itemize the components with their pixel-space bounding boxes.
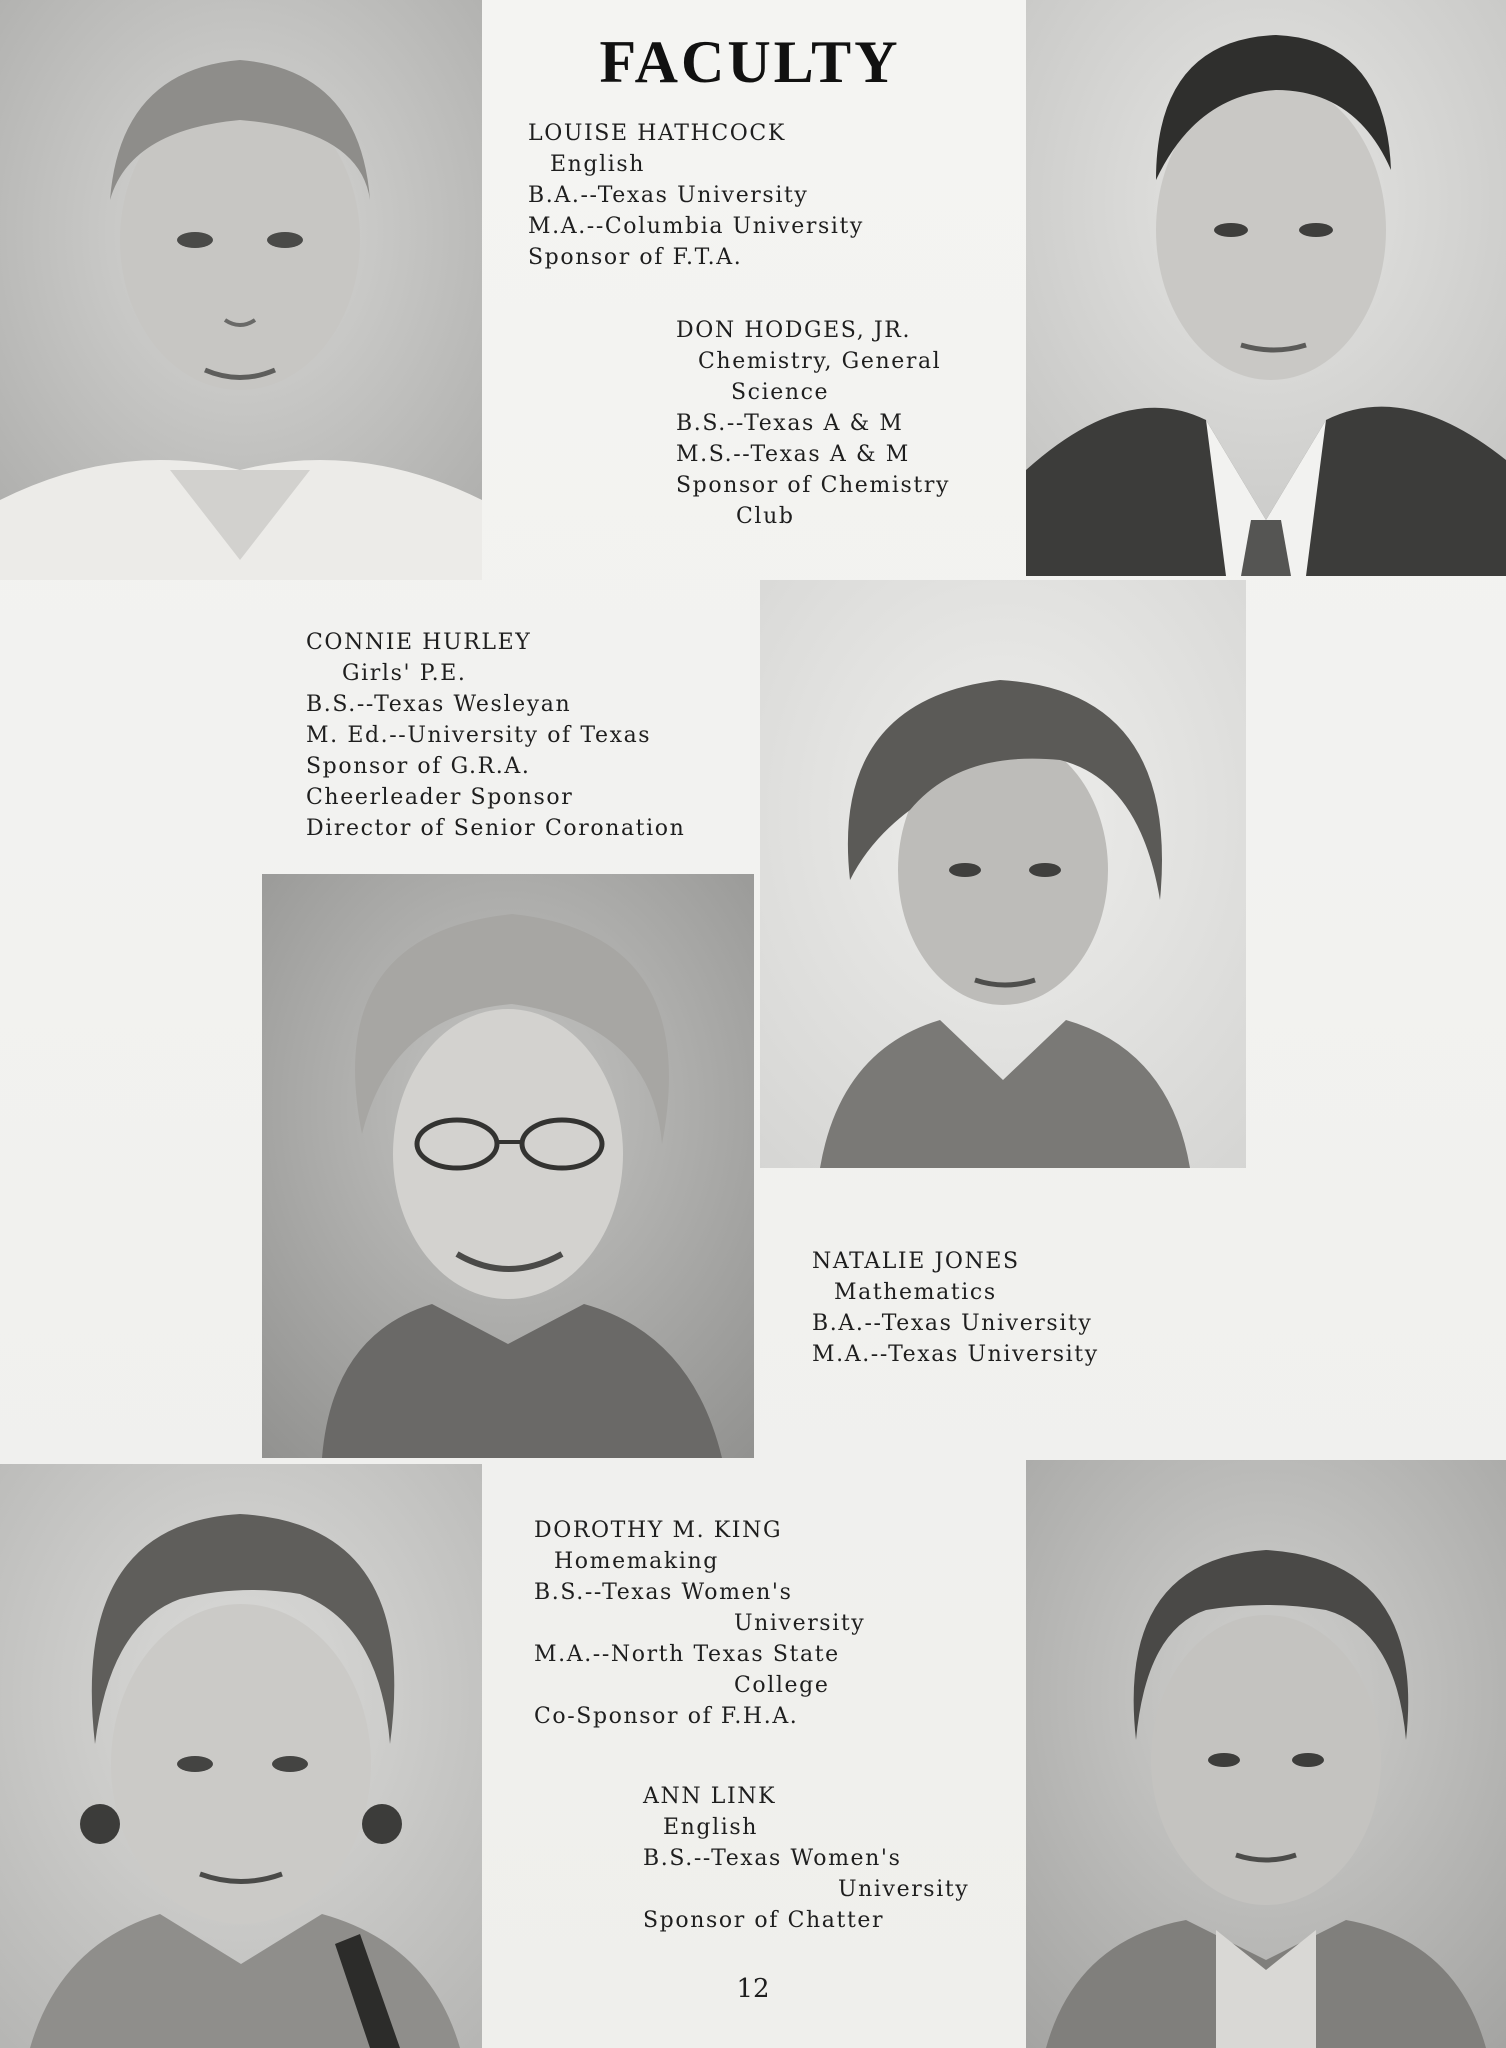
faculty-degree: University <box>734 1611 866 1636</box>
faculty-degree: B.A.--Texas University <box>812 1311 1093 1336</box>
portrait-photo-hathcock <box>0 0 482 580</box>
faculty-degree: B.S.--Texas A & M <box>676 411 904 436</box>
faculty-degree: M.S.--Texas A & M <box>676 442 910 467</box>
faculty-subject: English <box>663 1815 759 1840</box>
faculty-degree: B.A.--Texas University <box>528 183 809 208</box>
faculty-name: NATALIE JONES <box>812 1249 1020 1274</box>
faculty-degree: M.A.--Texas University <box>812 1342 1099 1367</box>
faculty-subject: Chemistry, General <box>698 349 942 374</box>
faculty-subject: Girls' P.E. <box>342 661 467 686</box>
faculty-name: ANN LINK <box>643 1784 777 1809</box>
faculty-sponsorship: Sponsor of F.T.A. <box>528 245 743 270</box>
faculty-entry-hurley <box>306 627 685 844</box>
faculty-entry-king <box>534 1515 865 1732</box>
faculty-entry-hathcock <box>528 118 864 273</box>
faculty-name: LOUISE HATHCOCK <box>528 121 786 146</box>
faculty-degree: University <box>838 1877 970 1902</box>
faculty-name: CONNIE HURLEY <box>306 630 532 655</box>
faculty-entry-hodges <box>676 315 950 532</box>
faculty-degree: M. Ed.--University of Texas <box>306 723 652 748</box>
faculty-degree: College <box>734 1673 830 1698</box>
faculty-entry-jones <box>812 1246 1099 1370</box>
faculty-sponsorship: Sponsor of Chatter <box>643 1908 885 1933</box>
faculty-name: DON HODGES, JR. <box>676 318 912 343</box>
portrait-photo-link <box>1026 1460 1506 2048</box>
faculty-sponsorship: Co-Sponsor of F.H.A. <box>534 1704 799 1729</box>
faculty-sponsorship: Director of Senior Coronation <box>306 816 686 841</box>
portrait-photo-hodges <box>1026 0 1506 576</box>
faculty-subject: Homemaking <box>554 1549 719 1574</box>
faculty-subject: Science <box>731 380 830 405</box>
page-number: 12 <box>736 1974 770 2004</box>
portrait-photo-jones <box>760 580 1246 1168</box>
faculty-degree: B.S.--Texas Wesleyan <box>306 692 572 717</box>
faculty-subject: Mathematics <box>834 1280 997 1305</box>
faculty-sponsorship: Sponsor of G.R.A. <box>306 754 531 779</box>
faculty-degree: M.A.--Columbia University <box>528 214 864 239</box>
faculty-degree: M.A.--North Texas State <box>534 1642 840 1667</box>
page-title: FACULTY <box>599 29 901 95</box>
portrait-photo-king <box>0 1464 482 2048</box>
faculty-degree: B.S.--Texas Women's <box>643 1846 902 1871</box>
faculty-subject: English <box>550 152 646 177</box>
faculty-sponsorship: Sponsor of Chemistry <box>676 473 950 498</box>
faculty-sponsorship: Club <box>736 504 795 529</box>
faculty-degree: B.S.--Texas Women's <box>534 1580 793 1605</box>
faculty-sponsorship: Cheerleader Sponsor <box>306 785 574 810</box>
portrait-photo-hurley <box>262 874 754 1458</box>
faculty-name: DOROTHY M. KING <box>534 1518 783 1543</box>
faculty-entry-link <box>643 1781 969 1936</box>
